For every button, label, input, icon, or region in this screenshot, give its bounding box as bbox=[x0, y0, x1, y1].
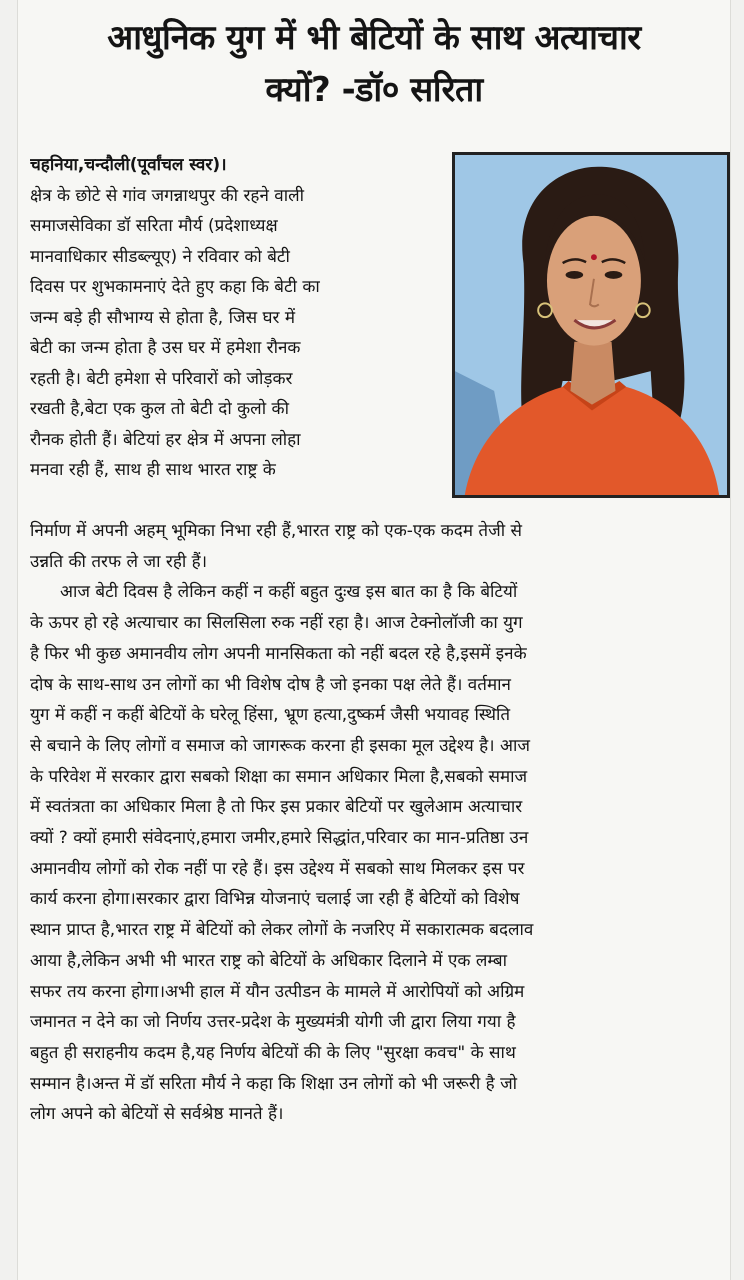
body-line: आज बेटी दिवस है लेकिन कहीं न कहीं बहुत दुःख इस बात का है कि बेटियों bbox=[60, 582, 518, 603]
body-line: क्यों ? क्यों हमारी संवेदनाएं,हमारा जमीर,हमारे सिद्धांत,परिवार का मान-प्रतिष्ठा उन bbox=[30, 828, 529, 849]
body-line: अमानवीय लोगों को रोक नहीं पा रहे हैं। इस उद्देश्य में सबको साथ मिलकर इस पर bbox=[30, 858, 525, 879]
left-eye bbox=[566, 271, 584, 279]
portrait-photo bbox=[452, 152, 730, 498]
body-line: सफर तय करना होगा।अभी हाल में यौन उत्पीडन के मामले में आरोपियों को अग्रिम bbox=[30, 981, 525, 1002]
newspaper-clipping bbox=[18, 0, 730, 1280]
column-line: मनवा रही हैं, साथ ही साथ भारत राष्ट्र के bbox=[30, 460, 276, 480]
body-line: सम्मान है।अन्त में डॉ सरिता मौर्य ने कहा कि शिक्षा उन लोगों को भी जरूरी है जो bbox=[30, 1073, 518, 1094]
article-column-text bbox=[30, 150, 446, 486]
body-line: कार्य करना होगा।सरकार द्वारा विभिन्न योजनाएं चलाई जा रही हैं बेटियों को विशेष bbox=[30, 889, 520, 910]
headline-line-2: क्यों? -डॉ० सरिता bbox=[265, 70, 483, 110]
dateline: चहनिया,चन्दौली(पूर्वांचल स्वर)। bbox=[30, 155, 227, 175]
body-line: बहुत ही सराहनीय कदम है,यह निर्णय बेटियों की के लिए "सुरक्षा कवच" के साथ bbox=[30, 1042, 516, 1063]
body-line: में स्वतंत्रता का अधिकार मिला है तो फिर इस प्रकार बेटियों पर खुलेआम अत्याचार bbox=[30, 797, 523, 818]
right-eye bbox=[605, 271, 623, 279]
body-line: से बचाने के लिए लोगों व समाज को जागरूक करना ही इसका मूल उद्देश्य है। आज bbox=[30, 735, 530, 756]
column-line: रखती है,बेटा एक कुल तो बेटी दो कुलो की bbox=[30, 399, 289, 419]
headline-line-1: आधुनिक युग में भी बेटियों के साथ अत्याचार bbox=[107, 18, 641, 58]
body-line: आया है,लेकिन अभी भी भारत राष्ट्र को बेटियों के अधिकार दिलाने में एक लम्बा bbox=[30, 950, 508, 971]
column-line: दिवस पर शुभकामनाएं देते हुए कहा कि बेटी का bbox=[30, 277, 320, 297]
column-line: रहती है। बेटी हमेशा से परिवारों को जोड़कर bbox=[30, 368, 293, 389]
body-line: के परिवेश में सरकार द्वारा सबको शिक्षा का समान अधिकार मिला है,सबको समाज bbox=[30, 766, 528, 787]
headline bbox=[28, 12, 720, 116]
body-line: जमानत न देने का जो निर्णय उत्तर-प्रदेश के मुख्यमंत्री योगी जी द्वारा लिया गया है bbox=[30, 1012, 516, 1033]
body-line: युग में कहीं न कहीं बेटियों के घरेलू हिंसा, भ्रूण हत्या,दुष्कर्म जैसी भयावह स्थिति bbox=[30, 705, 511, 726]
body-line: स्थान प्राप्त है,भारत राष्ट्र में बेटियों को लेकर लोगों के नजरिए में सकारात्मक बदलाव bbox=[30, 920, 534, 941]
column-line: मानवाधिकार सीडब्ल्यूए) ने रविवार को बेटी bbox=[30, 246, 290, 267]
body-line: दोष के साथ-साथ उन लोगों का भी विशेष दोष है जो इनका पक्ष लेते हैं। वर्तमान bbox=[30, 674, 511, 695]
body-line: निर्माण में अपनी अहम् भूमिका निभा रही हैं,भारत राष्ट्र को एक-एक कदम तेजी से bbox=[30, 521, 522, 541]
column-line: रौनक होती हैं। बेटियां हर क्षेत्र में अपना लोहा bbox=[30, 429, 301, 450]
body-line: उन्नति की तरफ ले जा रही हैं। bbox=[30, 551, 208, 572]
column-line: जन्म बड़े ही सौभाग्य से होता है, जिस घर में bbox=[30, 307, 296, 328]
body-line: लोग अपने को बेटियों से सर्वश्रेष्ठ मानते हैं। bbox=[30, 1104, 284, 1125]
portrait-illustration bbox=[455, 155, 727, 495]
column-line: क्षेत्र के छोटे से गांव जगन्नाथपुर की रहने वाली bbox=[30, 185, 305, 206]
body-line: है फिर भी कुछ अमानवीय लोग अपनी मानसिकता को नहीं बदल रहे है,इसमें इनके bbox=[30, 643, 527, 664]
body-line: के ऊपर हो रहे अत्याचार का सिलसिला रुक नहीं रहा है। आज टेक्नोलॉजी का युग bbox=[30, 613, 523, 634]
article-body-text bbox=[30, 516, 730, 1130]
column-line: बेटी का जन्म होता है उस घर में हमेशा रौनक bbox=[30, 338, 301, 358]
column-line: समाजसेविका डॉ सरिता मौर्य (प्रदेशाध्यक्ष bbox=[30, 216, 278, 236]
bindi bbox=[591, 254, 597, 260]
